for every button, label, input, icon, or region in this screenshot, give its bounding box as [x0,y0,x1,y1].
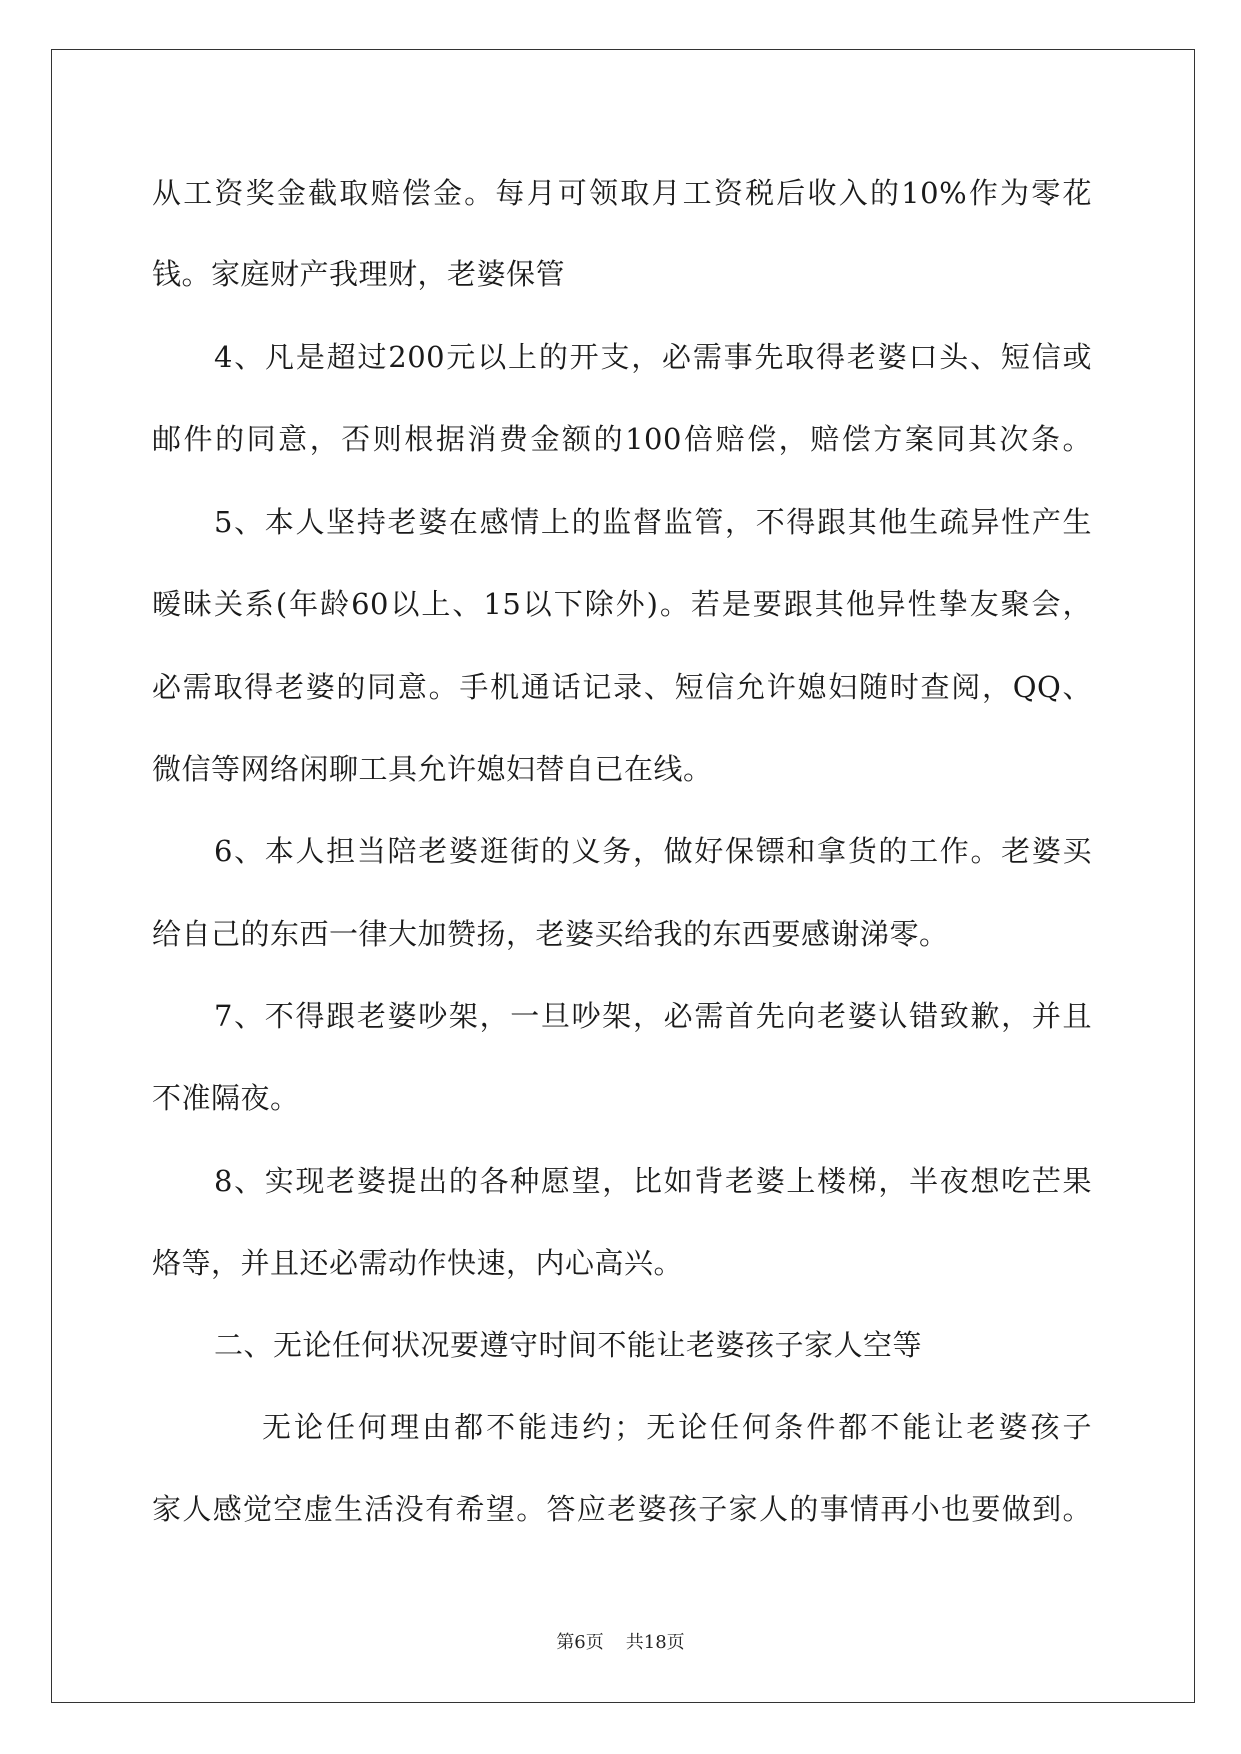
page-footer [0,1632,1241,1654]
text-line: 钱。家庭财产我理财，老婆保管 [152,257,566,291]
text-line: 无论任何理由都不能违约；无论任何条件都不能让老婆孩子 [262,1410,1092,1444]
text-line: 暧昧关系(年龄60以上、15以下除外)。若是要跟其他异性挚友聚会， [152,587,1092,621]
page-border [51,49,1195,1703]
text-line: 8、实现老婆提出的各种愿望，比如背老婆上楼梯，半夜想吃芒果 [214,1164,1092,1198]
text-line: 必需取得老婆的同意。手机通话记录、短信允许媳妇随时查阅，QQ、 [152,670,1092,704]
section-heading: 二、无论任何状况要遵守时间不能让老婆孩子家人空等 [214,1328,923,1362]
text-line: 家人感觉空虚生活没有希望。答应老婆孩子家人的事情再小也要做到。 [152,1492,1092,1526]
text-line: 烙等，并且还必需动作快速，内心高兴。 [152,1246,684,1280]
text-line: 邮件的同意，否则根据消费金额的100倍赔偿，赔偿方案同其次条。 [152,422,1092,456]
text-line: 不准隔夜。 [152,1081,300,1115]
page-number: 第6页 [556,1632,604,1653]
text-line: 7、不得跟老婆吵架，一旦吵架，必需首先向老婆认错致歉，并且 [214,999,1092,1033]
text-line: 5、本人坚持老婆在感情上的监督监管，不得跟其他生疏异性产生 [214,505,1092,539]
text-line: 4、凡是超过200元以上的开支，必需事先取得老婆口头、短信或 [214,340,1092,374]
text-line: 从工资奖金截取赔偿金。每月可领取月工资税后收入的10%作为零花 [152,176,1092,210]
text-line: 给自己的东西一律大加赞扬，老婆买给我的东西要感谢涕零。 [152,917,949,951]
text-line: 微信等网络闲聊工具允许媳妇替自已在线。 [152,752,713,786]
text-line: 6、本人担当陪老婆逛街的义务，做好保镖和拿货的工作。老婆买 [214,834,1092,868]
page-total: 共18页 [625,1632,685,1653]
